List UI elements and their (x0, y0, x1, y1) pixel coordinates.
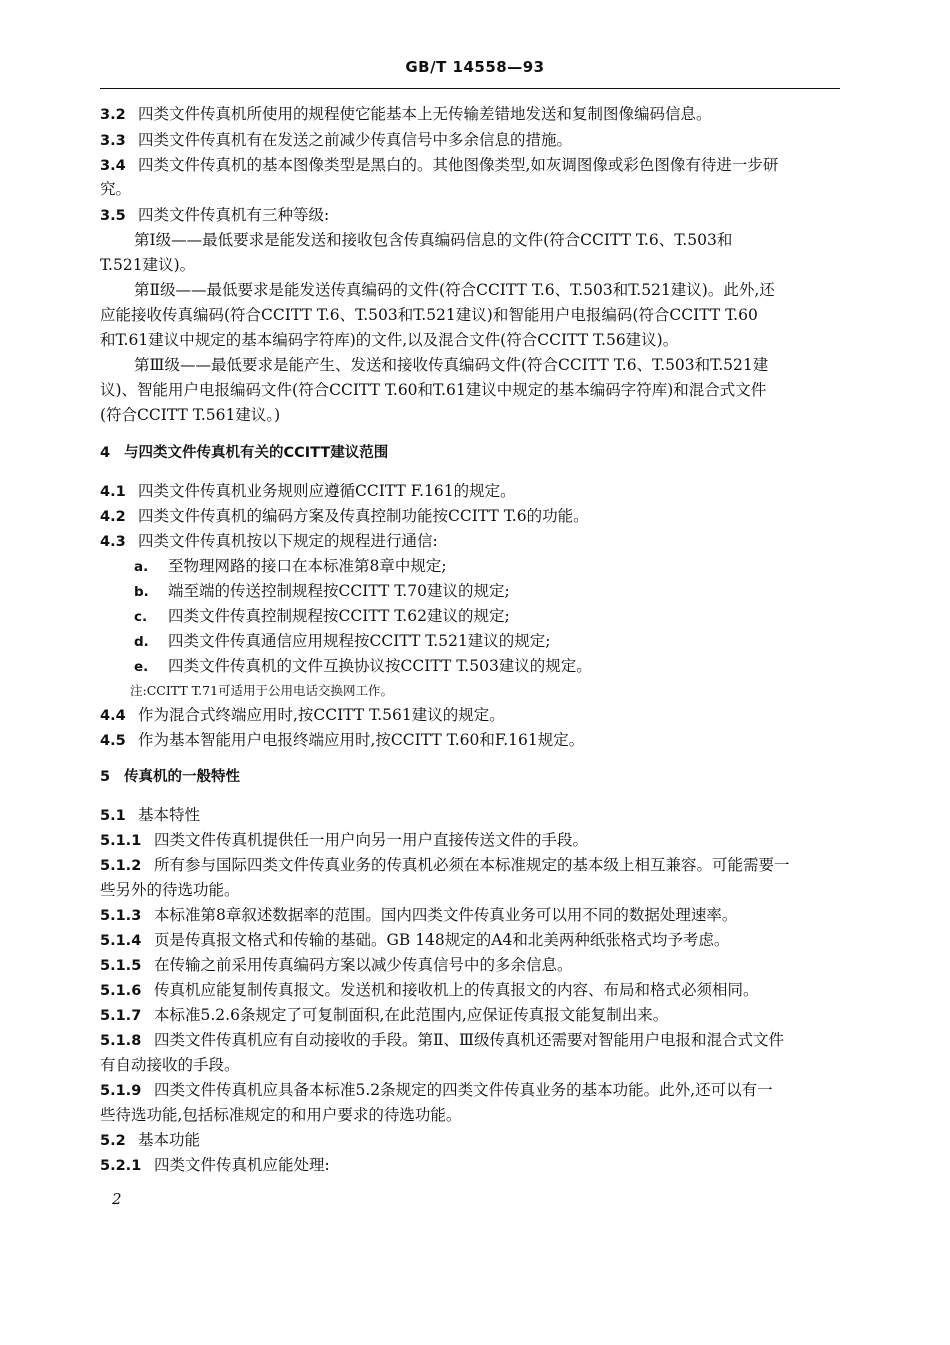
clause-5-1-2 (100, 855, 840, 876)
list-text: 四类文件传真控制规程按CCITT T.62建议的规定; (168, 607, 510, 625)
list-item (100, 581, 840, 602)
clause-text: 页是传真报文格式和传输的基础。GB 148规定的A4和北美两种纸张格式均予考虑。 (154, 931, 730, 949)
clause-text: 四类文件传真机有三种等级: (138, 206, 330, 224)
clause-text: 四类文件传真机所使用的规程使它能基本上无传输差错地发送和复制图像编码信息。 (138, 105, 712, 123)
list-marker: b. (134, 584, 149, 600)
clause-4-2 (100, 506, 840, 527)
list-text: 四类文件传真机的文件互换协议按CCITT T.503建议的规定。 (168, 657, 592, 675)
clause-number: 5.2 (100, 1133, 126, 1149)
clause-text: 作为基本智能用户电报终端应用时,按CCITT T.60和F.161规定。 (138, 731, 585, 749)
list-text: 至物理网路的接口在本标准第8章中规定; (168, 557, 447, 575)
clause-5-2-1 (100, 1155, 840, 1176)
text-line: 些待选功能,包括标准规定的和用户要求的待选功能。 (100, 1106, 462, 1124)
clause-number: 3.5 (100, 208, 126, 224)
clause-number: 4.3 (100, 534, 126, 550)
clause-number: 3.2 (100, 107, 126, 123)
clause-text: 四类文件传真机业务规则应遵循CCITT F.161的规定。 (138, 482, 516, 500)
list-item (100, 606, 840, 627)
clause-4-4 (100, 705, 840, 726)
clause-4-5 (100, 730, 840, 751)
clause-text: 四类文件传真机按以下规定的规程进行通信: (138, 532, 438, 550)
list-item (100, 656, 840, 677)
page-number: 2 (112, 1190, 122, 1208)
section-title: 与四类文件传真机有关的CCITT建议范围 (124, 445, 389, 461)
text-line: 有自动接收的手段。 (100, 1056, 240, 1074)
clause-number: 3.3 (100, 133, 126, 149)
clause-text: 四类文件传真机提供任一用户向另一用户直接传送文件的手段。 (154, 831, 589, 849)
clause-number: 5.1.9 (100, 1083, 142, 1099)
clause-text: 作为混合式终端应用时,按CCITT T.561建议的规定。 (138, 706, 505, 724)
list-marker: c. (134, 609, 148, 625)
clause-number: 4.5 (100, 733, 126, 749)
clause-5-1-9 (100, 1080, 840, 1101)
clause-text: 四类文件传真机应具备本标准5.2条规定的四类文件传真业务的基本功能。此外,还可以有一 (154, 1081, 773, 1099)
clause-5-1-5 (100, 955, 840, 976)
clause-5-1-7 (100, 1005, 840, 1026)
clause-5-1-4 (100, 930, 840, 951)
clause-number: 5.2.1 (100, 1158, 142, 1174)
section-number: 4 (100, 445, 111, 461)
clause-text: 四类文件传真机应能处理: (154, 1156, 330, 1174)
text-line: 议)、智能用户电报编码文件(符合CCITT T.60和T.61建议中规定的基本编码字符库)和混合式文件 (100, 381, 767, 399)
clause-3-3 (100, 130, 840, 151)
class-3-text: 第Ⅲ级——最低要求是能产生、发送和接收传真编码文件(符合CCITT T.6、T.503和T.521建 (134, 356, 769, 374)
clause-text: 四类文件传真机应有自动接收的手段。第Ⅱ、Ⅲ级传真机还需要对智能用户电报和混合式文件 (154, 1031, 784, 1049)
section-4-heading (100, 443, 840, 463)
clause-text: 所有参与国际四类文件传真业务的传真机必须在本标准规定的基本级上相互兼容。可能需要一 (154, 856, 790, 874)
clause-3-4 (100, 155, 840, 176)
clause-5-1-8 (100, 1030, 840, 1051)
clause-text: 基本功能 (138, 1131, 201, 1149)
clause-text: 本标准5.2.6条规定了可复制面积,在此范围内,应保证传真报文能复制出来。 (154, 1006, 669, 1024)
clause-3-5 (100, 205, 840, 226)
clause-text: 基本特性 (138, 806, 201, 824)
clause-4-3 (100, 531, 840, 552)
section-number: 5 (100, 769, 111, 785)
clause-number: 5.1.8 (100, 1033, 142, 1049)
page-header: GB/T 14558—93 (405, 58, 545, 76)
text-line: 究。 (100, 180, 132, 198)
class-1-text: 第Ⅰ级——最低要求是能发送和接收包含传真编码信息的文件(符合CCITT T.6、T.503和 (134, 231, 733, 249)
list-marker: a. (134, 559, 149, 575)
text-line: 些另外的待选功能。 (100, 881, 240, 899)
clause-5-1-3 (100, 905, 840, 926)
list-item (100, 556, 840, 577)
clause-number: 5.1.2 (100, 858, 142, 874)
clause-5-1-6 (100, 980, 840, 1001)
clause-number: 5.1 (100, 808, 126, 824)
text-line: 和T.61建议中规定的基本编码字符库)的文件,以及混合文件(符合CCITT T.56建议)。 (100, 331, 679, 349)
header-rule (100, 88, 840, 89)
clause-number: 4.4 (100, 708, 126, 724)
clause-text: 本标准第8章叙述数据率的范围。国内四类文件传真业务可以用不同的数据处理速率。 (154, 906, 738, 924)
clause-text: 传真机应能复制传真报文。发送机和接收机上的传真报文的内容、布局和格式必须相同。 (154, 981, 759, 999)
clause-text: 四类文件传真机的基本图像类型是黑白的。其他图像类型,如灰调图像或彩色图像有待进一步研 (138, 156, 779, 174)
clause-text: 四类文件传真机的编码方案及传真控制功能按CCITT T.6的功能。 (138, 507, 589, 525)
text-line: T.521建议)。 (100, 256, 196, 274)
list-marker: e. (134, 659, 149, 675)
clause-number: 5.1.4 (100, 933, 142, 949)
clause-number: 5.1.7 (100, 1008, 142, 1024)
note: 注:CCITT T.71可适用于公用电话交换网工作。 (130, 683, 394, 698)
clause-5-1 (100, 805, 840, 826)
clause-number: 5.1.5 (100, 958, 142, 974)
clause-number: 3.4 (100, 158, 126, 174)
clause-5-2 (100, 1130, 840, 1151)
class-2-text: 第Ⅱ级——最低要求是能发送传真编码的文件(符合CCITT T.6、T.503和T.521建议)。此外,还 (134, 281, 775, 299)
list-item (100, 631, 840, 652)
clause-number: 4.1 (100, 484, 126, 500)
list-text: 四类文件传真通信应用规程按CCITT T.521建议的规定; (168, 632, 551, 650)
list-text: 端至端的传送控制规程按CCITT T.70建议的规定; (168, 582, 510, 600)
clause-number: 5.1.1 (100, 833, 142, 849)
clause-number: 5.1.3 (100, 908, 142, 924)
clause-4-1 (100, 481, 840, 502)
clause-5-1-1 (100, 830, 840, 851)
text-line: 应能接收传真编码(符合CCITT T.6、T.503和T.521建议)和智能用户电报编码(符合CCITT T.60 (100, 306, 758, 324)
section-5-heading (100, 767, 840, 787)
clause-3-2 (100, 104, 840, 125)
clause-number: 5.1.6 (100, 983, 142, 999)
section-title: 传真机的一般特性 (124, 769, 240, 785)
clause-text: 在传输之前采用传真编码方案以减少传真信号中的多余信息。 (154, 956, 573, 974)
clause-number: 4.2 (100, 509, 126, 525)
list-marker: d. (134, 634, 149, 650)
clause-text: 四类文件传真机有在发送之前减少传真信号中多余信息的措施。 (138, 131, 573, 149)
text-line: (符合CCITT T.561建议。) (100, 406, 281, 424)
